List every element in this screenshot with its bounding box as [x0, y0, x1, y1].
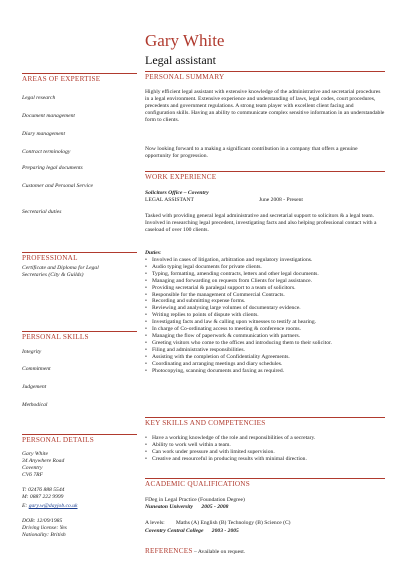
- expertise-item: Preparing legal documents: [22, 165, 83, 171]
- email-prefix: E:: [22, 503, 29, 509]
- duty-item: • In charge of Co-ordinating access to meeting & conference rooms.: [145, 326, 385, 333]
- job-title: LEGAL ASSISTANT: [145, 197, 194, 203]
- references-row: [145, 548, 385, 556]
- duties-label-row: [145, 250, 385, 257]
- skill-item: Commitment: [22, 366, 51, 372]
- key-skill-item: • Can work under pressure and with limited supervision.: [145, 449, 385, 456]
- key-skill-item: • Have a working knowledge of the role and responsibilities of a secretary.: [145, 435, 385, 442]
- expertise-item: Diary management: [22, 131, 66, 137]
- details-dob: DOB: 12/09/1985: [22, 518, 63, 524]
- skill-item: Integrity: [22, 349, 42, 355]
- duty-item: • Involved in cases of litigation, arbitration and regulatory investigations.: [145, 257, 385, 264]
- details-postcode: CV6 7RF: [22, 472, 43, 478]
- expertise-item: Legal research: [22, 95, 56, 101]
- expertise-item: Contract terminology: [22, 149, 71, 155]
- section-title-work-experience: WORK EXPERIENCE: [145, 171, 385, 182]
- candidate-role: Legal assistant: [145, 53, 216, 67]
- job-description: Tasked with providing general legal administrative and secretarial support to solicitors & a legal team. Involved in researching legal precedent, investigating facts and also helping professional contact with a caseload of over 100 clients.: [145, 213, 377, 233]
- duty-item: • Recording and submitting expense forms.: [145, 298, 385, 305]
- duty-item: • Assisting with the completion of Confidentiality Agreements.: [145, 354, 385, 361]
- details-mobile: M: 0887 222 9999: [22, 494, 64, 500]
- summary-paragraph: Highly efficient legal assistant with extensive knowledge of the administrative and secretarial procedures in a legal environment. Extensive experience and understanding of laws, legal codes, court procedures, precedents and government regulations. A strong team player with excellent client facing and configuration skills. Having an ability to communicate complex sensitive information in an understandable form to clients.: [145, 89, 385, 123]
- details-driving-license: Driving license: Yes: [22, 525, 67, 531]
- expertise-item: Document management: [22, 113, 75, 119]
- section-title-references: REFERENCES: [145, 547, 193, 555]
- section-title-professional: PROFESSIONAL: [22, 252, 137, 263]
- duty-item: • Reviewing and analysing large volumes of documentary evidence.: [145, 305, 385, 312]
- duty-item: • Greeting visitors who come to the offices and introducing them to their solicitor.: [145, 340, 385, 347]
- section-title-expertise: AREAS OF EXPERTISE: [22, 73, 137, 84]
- key-skill-item: • Creative and resourceful in producing results with minimal direction.: [145, 456, 385, 463]
- employer: Solicitors Office – Coventry: [145, 190, 209, 196]
- details-email-row: [22, 503, 137, 510]
- duties-list: [145, 257, 385, 374]
- duty-item: • Audio typing legal documents for private clients.: [145, 264, 385, 271]
- duty-item: • Typing, formatting, amending contracts, letters and other legal documents.: [145, 271, 385, 278]
- foundation-degree: FDeg in Legal Practice (Foundation Degree): [145, 497, 245, 503]
- email-link[interactable]: gary.w@dayjob.co.uk: [28, 503, 78, 509]
- key-skills-list: [145, 435, 385, 463]
- details-city: Coventry: [22, 465, 43, 471]
- professional-text: Certificate and Diploma for Legal Secretaries (City & Guilds): [22, 265, 99, 278]
- section-title-academic: ACADEMIC QUALIFICATIONS: [145, 478, 385, 489]
- job-dates: June 2008 - Present: [259, 197, 303, 203]
- duties-label: Duties: [145, 250, 160, 256]
- key-skill-item: • Ability to work well within a team.: [145, 442, 385, 449]
- duty-item: • Filing and administrative responsibilities.: [145, 347, 385, 354]
- skill-item: Judgement: [22, 384, 47, 390]
- details-telephone: T: 02476 888 5544: [22, 487, 65, 493]
- section-title-summary: PERSONAL SUMMARY: [145, 71, 385, 82]
- duty-item: • Photocopying, scanning documents and faxing as required.: [145, 368, 385, 375]
- details-nationality: Nationality: British: [22, 532, 66, 538]
- expertise-item: Customer and Personal Service: [22, 183, 93, 189]
- duty-item: • Writing replies to points of dispute with clients.: [145, 312, 385, 319]
- duty-item: • Responsible for the management of Commercial Contracts.: [145, 292, 385, 299]
- university: Nuneaton University 2005 - 2008: [145, 504, 229, 510]
- expertise-item: Secretarial duties: [22, 209, 62, 215]
- details-address: 34 Anywhere Road: [22, 458, 65, 464]
- duty-item: • Managing and forwarding on requests from Clients for legal assistance.: [145, 278, 385, 285]
- duty-item: • Investigating facts and law & calling upon witnesses to testify at hearing.: [145, 319, 385, 326]
- duties-colon: :: [159, 250, 162, 256]
- section-title-personal-skills: PERSONAL SKILLS: [22, 331, 137, 342]
- references-text: – Available on request.: [192, 549, 246, 555]
- duty-item: • Coordinating and arranging meetings and diary schedules.: [145, 361, 385, 368]
- summary-paragraph-2: Now looking forward to a making a significant contribution in a company that offers a genuine opportunity for progression.: [145, 146, 358, 159]
- section-title-key-skills: KEY SKILLS AND COMPETENCIES: [145, 417, 385, 428]
- section-title-personal-details: PERSONAL DETAILS: [22, 434, 137, 445]
- a-levels: A levels: Maths (A) English (B) Technology (B) Science (C): [145, 520, 291, 526]
- candidate-name: Gary White: [145, 31, 225, 50]
- duty-item: • Providing secretarial & paralegal support to a team of solicitors.: [145, 285, 385, 292]
- duty-item: • Managing the flow of paperwork & communication with partners.: [145, 333, 385, 340]
- skill-item: Methodical: [22, 402, 48, 408]
- details-name: Gary White: [22, 451, 48, 457]
- college: Coventry Central College 2003 - 2005: [145, 528, 239, 534]
